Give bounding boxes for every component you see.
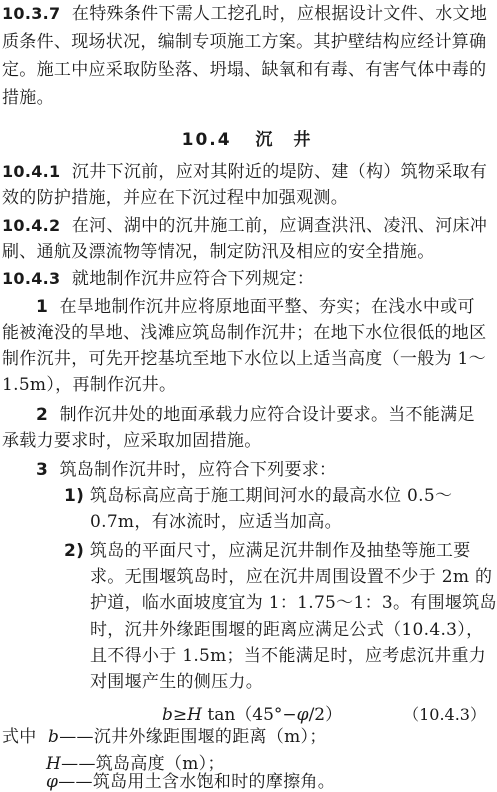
clause-10-3-7-line-1: 10.3.7 在特殊条件下需人工挖孔时，应根据设计文件、水文地 [2,4,488,24]
item-2-line-1: 2 制作沉井处的地面承载力应符合设计要求。当不能满足 [36,405,475,425]
sub-item-2-line-1: 2) 筑岛的平面尺寸，应满足沉井制作及抽垫等施工要 [64,541,471,561]
item-2-line-2: 承载力要求时，应采取加固措施。 [2,431,262,451]
definition-b: 式中 b——沉井外缘距围堰的距离（m）； [2,727,327,747]
sub-item-2-line-4: 时，沉井外缘距围堰的距离应满足公式（10.4.3）， [90,620,484,640]
definition-phi: φ——筑岛用土含水饱和时的摩擦角。 [46,772,336,792]
clause-10-4-3-intro: 10.4.3 就地制作沉井应符合下列规定： [2,269,315,289]
clause-10-3-7-line-3: 定。施工中应采取防坠落、坍塌、缺氧和有毒、有害气体中毒的 [2,60,487,80]
item-1-line-1: 1 在旱地制作沉井应将原地面平整、夯实；在浅水中或可 [36,297,475,317]
section-title: 10.4 沉 井 [181,130,313,150]
formula-10-4-3: b≥H tan（45°−φ/2） [162,705,343,725]
clause-10-3-7-line-4: 措施。 [2,88,54,108]
item-1-line-4: 1.5m），再制作沉井。 [2,375,177,395]
sub-item-2-line-2: 求。无围堰筑岛时，应在沉井周围设置不少于 2m 的 [90,567,493,587]
sub-item-2-line-6: 对围堰产生的侧压力。 [90,672,263,692]
clause-10-4-2-line-1: 10.4.2 在河、湖中的沉井施工前，应调查洪汛、凌汛、河床冲 [2,216,488,236]
clause-10-4-1-line-1: 10.4.1 沉井下沉前，应对其附近的堤防、建（构）筑物采取有 [2,162,488,182]
item-1-line-2: 能被淹没的旱地、浅滩应筑岛制作沉井；在地下水位很低的地区 [2,323,487,343]
sub-item-1-line-1: 1) 筑岛标高应高于施工期间河水的最高水位 0.5～ [64,486,453,506]
sub-item-2-line-3: 护道，临水面坡度宜为 1：1.75～1：3。有围堰筑岛 [90,593,497,613]
clause-10-4-2-line-2: 刷、通航及漂流物等情况，制定防汛及相应的安全措施。 [2,242,435,262]
formula-number: （10.4.3） [403,705,486,724]
clause-10-4-1-line-2: 效的防护措施，并应在下沉过程中加强观测。 [2,188,348,208]
sub-item-1-line-2: 0.7m，有冰流时，应适当加高。 [90,512,342,532]
clause-number: 10.3.7 [2,4,61,23]
item-3-intro: 3 筑岛制作沉井时，应符合下列要求： [36,460,337,480]
definition-h: H——筑岛高度（m）； [46,754,225,774]
item-1-line-3: 制作沉井，可先开挖基坑至地下水位以上适当高度（一般为 1～ [2,349,486,369]
clause-10-3-7-line-2: 质条件、现场状况，编制专项施工方案。其护壁结构应经计算确 [2,32,487,52]
sub-item-2-line-5: 且不得小于 1.5m；当不能满足时，应考虑沉井重力 [90,646,487,666]
